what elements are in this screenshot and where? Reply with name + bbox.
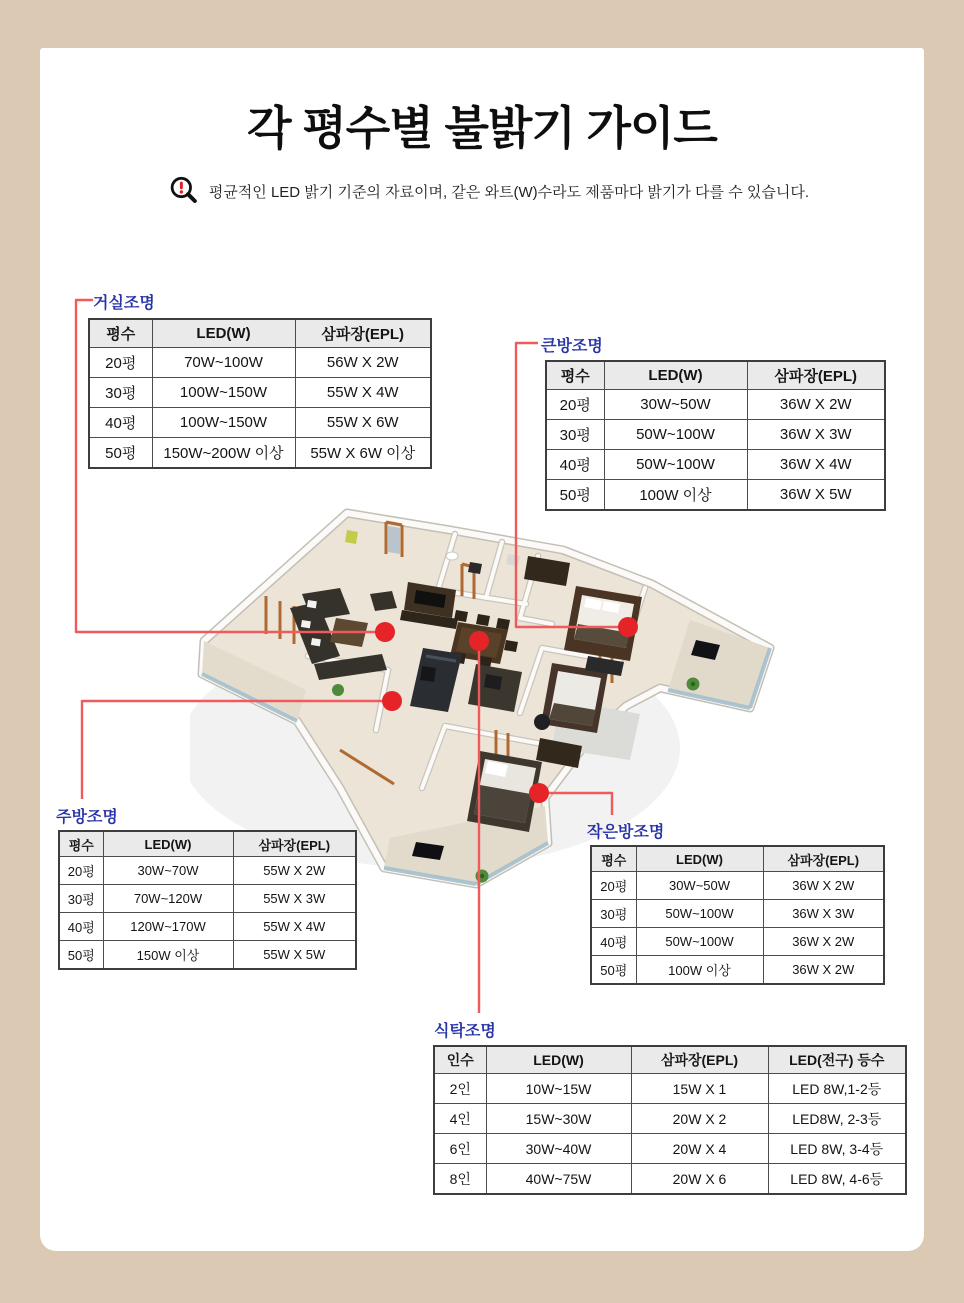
big-room-table [545,360,886,511]
header-row [591,846,884,872]
table-cell: 40평 [591,928,636,956]
table-cell: LED 8W, 3-4등 [768,1134,906,1164]
table-cell: 50평 [59,941,103,970]
column-header: 삼파장(EPL) [233,831,356,857]
table-row [546,480,885,511]
table-row [89,378,431,408]
table-cell: 36W X 2W [763,872,884,900]
table-cell: 30평 [546,420,604,450]
table-cell: 100W 이상 [636,956,763,985]
page-title: 각 평수별 불밝기 가이드 [247,102,717,154]
column-header: LED(W) [103,831,233,857]
table-row [89,348,431,378]
table-cell: 55W X 5W [233,941,356,970]
column-header: 평수 [89,319,152,348]
table-cell: 20평 [591,872,636,900]
table-row [591,956,884,985]
table-cell: 100W~150W [152,408,295,438]
column-header: 인수 [434,1046,486,1074]
column-header: LED(W) [486,1046,631,1074]
table-row [434,1104,906,1134]
table-cell: 20W X 2 [631,1104,768,1134]
table-cell: LED8W, 2-3등 [768,1104,906,1134]
table-cell: 55W X 3W [233,885,356,913]
table-cell: 55W X 2W [233,857,356,885]
table-cell: 30평 [59,885,103,913]
small-room-furniture [467,751,542,832]
table-cell: 36W X 2W [763,928,884,956]
table-row [89,438,431,469]
header-row [434,1046,906,1074]
table-row [434,1074,906,1104]
table-row [546,450,885,480]
table-cell: 70W~100W [152,348,295,378]
magnifier-exclamation-icon [168,175,200,207]
table-cell: 55W X 4W [233,913,356,941]
table-cell: 55W X 6W [295,408,431,438]
small-room-table [590,845,885,985]
table-cell: 30W~50W [636,872,763,900]
table-row [89,408,431,438]
small-room-label: 작은방조명 [587,824,665,841]
column-header: LED(W) [636,846,763,872]
table-cell: 100W 이상 [604,480,747,511]
table-row [591,900,884,928]
column-header: LED(W) [604,361,747,390]
table-cell: 40W~75W [486,1164,631,1195]
table-cell: 40평 [546,450,604,480]
table-row [546,390,885,420]
table-cell: 120W~170W [103,913,233,941]
header-row [89,319,431,348]
table-row [59,941,356,970]
kitchen-label: 주방조명 [56,809,118,826]
table-cell: 50W~100W [604,420,747,450]
table-cell: 30평 [591,900,636,928]
column-header: LED(W) [152,319,295,348]
table-cell: 30W~70W [103,857,233,885]
table-cell: 20평 [546,390,604,420]
table-cell: 50평 [591,956,636,985]
notice-row [168,175,809,207]
header-row [546,361,885,390]
table-cell: 6인 [434,1134,486,1164]
table-cell: 40평 [59,913,103,941]
table-row [434,1164,906,1195]
table-cell: 10W~15W [486,1074,631,1104]
table-cell: 56W X 2W [295,348,431,378]
header-row [59,831,356,857]
table-row [546,420,885,450]
table-cell: 70W~120W [103,885,233,913]
column-header: 삼파장(EPL) [747,361,885,390]
table-cell: 50W~100W [636,928,763,956]
table-cell: 36W X 3W [763,900,884,928]
table-row [591,928,884,956]
column-header: 평수 [59,831,103,857]
table-row [59,857,356,885]
table-cell: 15W X 1 [631,1074,768,1104]
table-cell: 50평 [546,480,604,511]
table-cell: 100W~150W [152,378,295,408]
dining-label: 식탁조명 [434,1023,496,1040]
table-cell: 30W~50W [604,390,747,420]
table-cell: 36W X 2W [763,956,884,985]
table-cell: 50W~100W [636,900,763,928]
table-cell: 4인 [434,1104,486,1134]
table-cell: LED 8W,1-2등 [768,1074,906,1104]
column-header: 평수 [591,846,636,872]
table-cell: 15W~30W [486,1104,631,1134]
table-cell: 36W X 3W [747,420,885,450]
column-header: 삼파장(EPL) [631,1046,768,1074]
table-cell: 30평 [89,378,152,408]
table-cell: 150W 이상 [103,941,233,970]
table-cell: 20W X 6 [631,1164,768,1195]
table-cell: 55W X 4W [295,378,431,408]
table-row [59,885,356,913]
kitchen-table [58,830,357,970]
column-header: LED(전구) 등수 [768,1046,906,1074]
table-cell: 40평 [89,408,152,438]
table-row [59,913,356,941]
table-cell: 55W X 6W 이상 [295,438,431,469]
table-row [591,872,884,900]
table-cell: 50W~100W [604,450,747,480]
table-cell: 36W X 2W [747,390,885,420]
table-cell: 20평 [89,348,152,378]
column-header: 삼파장(EPL) [763,846,884,872]
table-cell: 50평 [89,438,152,469]
table-cell: LED 8W, 4-6등 [768,1164,906,1195]
table-cell: 36W X 4W [747,450,885,480]
table-cell: 8인 [434,1164,486,1195]
living-room-label: 거실조명 [93,295,155,312]
column-header: 평수 [546,361,604,390]
column-header: 삼파장(EPL) [295,319,431,348]
table-cell: 20W X 4 [631,1134,768,1164]
table-row [434,1134,906,1164]
table-cell: 30W~40W [486,1134,631,1164]
table-cell: 2인 [434,1074,486,1104]
table-cell: 150W~200W 이상 [152,438,295,469]
big-room-label: 큰방조명 [541,338,603,355]
notice-text: 평균적인 LED 밝기 기준의 자료이며, 같은 와트(W)수라도 제품마다 밝기가 다를 수 있습니다. [208,183,809,201]
living-room-table [88,318,432,469]
table-cell: 20평 [59,857,103,885]
dining-table [433,1045,907,1195]
table-cell: 36W X 5W [747,480,885,511]
